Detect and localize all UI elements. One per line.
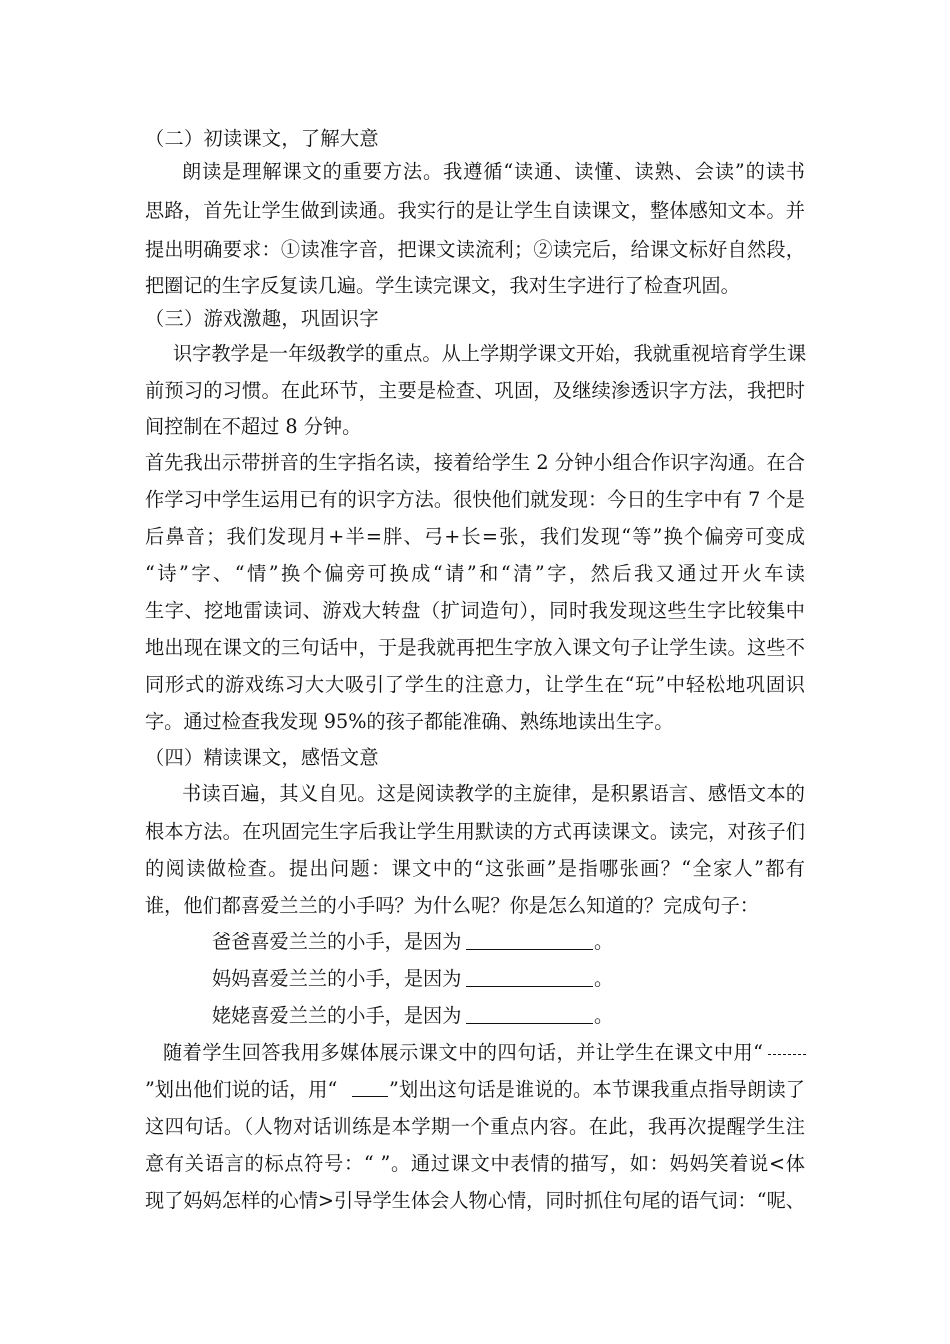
paragraph-line [0, 1149, 950, 1179]
paragraph-line [0, 485, 950, 515]
line-text: 意有关语言的标点符号：“ ”。通过课文中表情的描写，如：妈妈笑着说<体 [145, 1152, 805, 1175]
heading-text: （四）精读课文，感悟文意 [145, 746, 379, 769]
line-text: 书读百遍，其义自见。这是阅读教学的主旋律，是积累语言、感悟文本的 [182, 782, 805, 805]
paragraph-line [0, 339, 950, 369]
paragraph-line [0, 596, 950, 626]
line-text: 作学习中学生运用已有的识字方法。很快他们就发现：今日的生字中有 7 个是 [145, 488, 805, 511]
line-text: 后鼻音；我们发现月+半=胖、弓+长=张，我们发现“等”换个偏旁可变成 [145, 525, 805, 548]
line-text: 首先我出示带拼音的生字指名读，接着给学生 2 分钟小组合作识字沟通。在合 [145, 451, 805, 474]
section-heading-2 [0, 124, 950, 154]
paragraph-line [0, 412, 950, 442]
sentence-prompt: 妈妈喜爱兰兰的小手，是因为 [212, 967, 462, 990]
paragraph-line [0, 854, 950, 884]
paragraph-line [0, 235, 950, 265]
fill-blank-sentence [0, 1001, 950, 1031]
line-text: 思路，首先让学生做到读通。我实行的是让学生自读课文，整体感知文本。并 [145, 199, 805, 222]
section-heading-3 [0, 304, 950, 334]
line-text: 识字教学是一年级教学的重点。从上学期学课文开始，我就重视培育学生课 [173, 342, 807, 365]
line-text: 的阅读做检查。提出问题：课文中的“这张画”是指哪张画？“全家人”都有 [145, 857, 805, 880]
line-text: ”划出这句话是谁说的。本节课我重点指导朗读了 [389, 1078, 805, 1101]
line-text: 前预习的习惯。在此环节，主要是检查、巩固，及继续渗透识字方法，我把时 [145, 379, 805, 402]
line-text: 提出明确要求：①读准字音，把课文读流利；②读完后，给课文标好自然段， [145, 238, 805, 261]
paragraph-line [0, 1186, 950, 1216]
paragraph-line [0, 376, 950, 406]
line-text: 这四句话。（人物对话训练是本学期一个重点内容。在此，我再次提醒学生注 [145, 1115, 805, 1138]
line-text: 字。通过检查我发现 95%的孩子都能准确、熟练地读出生字。 [145, 710, 674, 733]
fill-blank-sentence [0, 964, 950, 994]
paragraph-line [0, 157, 950, 187]
fill-blank-sentence [0, 927, 950, 957]
line-text: “诗”字、“情”换个偏旁可换成“请”和“清”字，然后我又通过开火车读 [145, 562, 805, 585]
line-text: 随着学生回答我用多媒体展示课文中的四句话，并让学生在课文中用“ [163, 1041, 763, 1064]
sentence-prompt: 姥姥喜爱兰兰的小手，是因为 [212, 1004, 462, 1027]
section-heading-4 [0, 743, 950, 773]
paragraph-line [0, 891, 950, 921]
line-text: 现了妈妈怎样的心情>引导学生体会人物心情，同时抓住句尾的语气词：“呢、 [145, 1189, 805, 1212]
line-text: 同形式的游戏练习大大吸引了学生的注意力，让学生在“玩”中轻松地巩固识 [145, 673, 805, 696]
sentence-period: 。 [594, 967, 614, 990]
answer-blank [466, 927, 593, 950]
paragraph-line [0, 196, 950, 226]
paragraph-line [0, 559, 950, 589]
sentence-period: 。 [594, 930, 614, 953]
line-text: 谁，他们都喜爱兰兰的小手吗？为什么呢？你是怎么知道的？完成句子： [145, 894, 759, 917]
line-text: 把圈记的生字反复读几遍。学生读完课文，我对生字进行了检查巩固。 [145, 274, 740, 297]
sentence-period: 。 [594, 1004, 614, 1027]
wavy-line-mark [768, 1038, 806, 1055]
paragraph-line [0, 1038, 950, 1068]
paragraph-line [0, 1075, 950, 1105]
paragraph-line [0, 522, 950, 552]
heading-text: （二）初读课文，了解大意 [145, 127, 379, 150]
heading-text: （三）游戏激趣，巩固识字 [145, 307, 379, 330]
paragraph-line [0, 1112, 950, 1142]
paragraph-line [0, 670, 950, 700]
line-text: 根本方法。在巩固完生字后我让学生用默读的方式再读课文。读完，对孩子们 [145, 820, 805, 843]
paragraph-line [0, 271, 950, 301]
paragraph-line [0, 633, 950, 663]
line-text: 朗读是理解课文的重要方法。我遵循“读通、读懂、读熟、会读”的读书 [182, 160, 805, 183]
line-text: 生字、挖地雷读词、游戏大转盘（扩词造句），同时我发现这些生字比较集中 [145, 599, 805, 622]
line-text: 间控制在不超过 8 分钟。 [145, 415, 362, 438]
paragraph-line [0, 707, 950, 737]
answer-blank [466, 1001, 593, 1024]
answer-blank [466, 964, 593, 987]
paragraph-line [0, 448, 950, 478]
paragraph-line [0, 817, 950, 847]
line-text: 地出现在课文的三句话中，于是我就再把生字放入课文句子让学生读。这些不 [145, 636, 805, 659]
line-text: ”划出他们说的话，用“ [145, 1078, 338, 1101]
paragraph-line [0, 779, 950, 809]
underline-mark [352, 1075, 388, 1097]
sentence-prompt: 爸爸喜爱兰兰的小手，是因为 [212, 930, 462, 953]
